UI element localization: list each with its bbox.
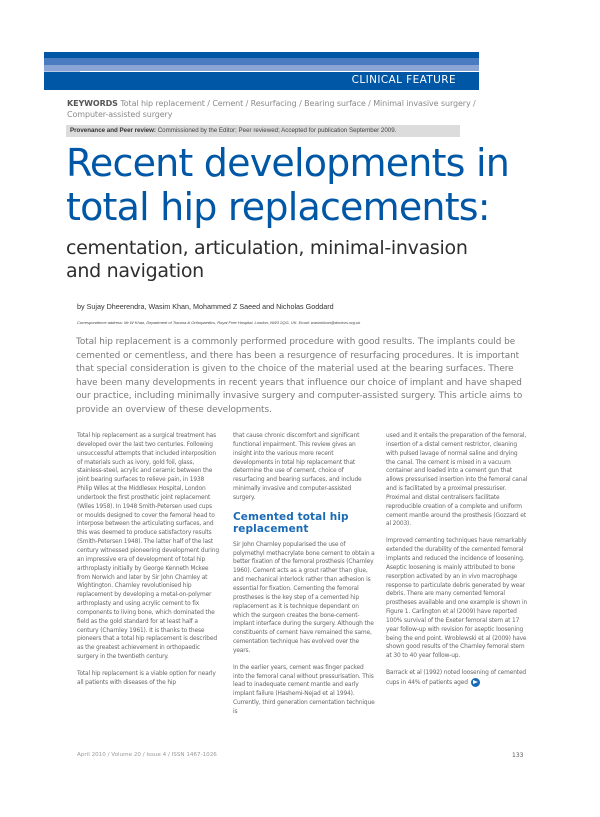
paragraph: used and it entails the preparation of the femoral, insertion of a distal cement restrictor, cleaning with pulsed lavage of normal saline and drying the canal. The cement is mixed in a vacuum container and loaded into a cement gun that allows pressurised insertion into the femoral canal and is facilitated by a proximal pressuriser. Proximal and distal centralisers facilitate reproducible creation of a complete and uniform cement mantle around the prosthesis (Gozzard et al 2003).	[386, 433, 528, 528]
paragraph: In the earlier years, cement was finger packed into the femoral canal without pressurisation. This lead to inadequate cement mantle and early implant failure (Hashemi-Nejad et al 1994). Currently, third generation cementation technique is	[233, 664, 375, 715]
paragraph: Total hip replacement is a viable option for nearly all patients with diseases of the hip	[77, 670, 216, 686]
title-line-2: total hip replacements:	[66, 185, 490, 229]
banner-stripe-mid	[44, 58, 479, 65]
section-label: CLINICAL FEATURE	[351, 74, 456, 86]
paragraph: Improved cementing techniques have remarkably extended the durability of the cemented femoral implants and reduced the incidence of loosening. Aseptic loosening is mainly attributed to bone resorption activated by an in vivo macrophage response to particulate debris generated by wear debris. There are many cemented femoral prostheses available and one example is shown in Figure 1. Carlington et al (2009) have reported 100% survival of the Exeter femoral stem at 17 year follow-up with revision for aseptic loosening being the end point. Wroblewski et al (2009) have shown good results of the Charnley femoral stem at 30 to 40 year follow-up.	[386, 538, 528, 660]
provenance-label: Provenance and Peer review:	[70, 127, 156, 134]
article-subtitle	[66, 237, 566, 283]
continue-arrow-icon	[471, 678, 480, 687]
paragraph: Total hip replacement as a surgical treatment has developed over the last two centuries. Following unsuccessful attempts that included interposition of materials such as ivory, gold foil, glass, stainless-steel, acrylic and ceramic between the joint bearing surfaces to relieve pain, in 1938 Philip Wiles at the Middlesex Hospital, London undertook the first prosthetic joint replacement (Wiles 1958). In 1948 Smith-Petersen used cups or moulds designed to cover the femoral head to interpose between the articulating surfaces, and this was deemed to produce satisfactory results (Smith-Petersen 1948). The latter half of the last century witnessed pioneering development during an impressive era of development of total hip arthroplasty initially by George Kenneth Mckee from Norwich and later by Sir John Charnley at Wightington. Charnley revolutionised hip replacement by developing a metal-on-polymer arthroplasty and using acrylic cement to fix components to living bone, which dominated the field as the gold standard for at least half a century (Charnley 1961). It is thanks to these pioneers that a total hip replacement is described as the greatest achievement in orthopaedic surgery in the twentieth century.	[77, 433, 219, 661]
paragraph: that cause chronic discomfort and significant functional impairment. This review gives an insight into the various more recent developments in total hip replacement that determine the use of cement, choice of resurfacing and bearing surfaces, and include minimally invasive and computer-assisted surgery.	[233, 433, 362, 501]
correspondence-address: Correspondence address: Mr W Khan, Department of Trauma & Orthopaedics, Royal Free Hospital, London, NW3 2QG, UK. Email: wasimkhan@doctors.org.uk	[77, 320, 361, 325]
body-column-2	[233, 432, 375, 725]
keywords	[67, 98, 487, 120]
subtitle-line-1: cementation, articulation, minimal-invasion	[66, 237, 468, 259]
section-banner	[44, 52, 479, 90]
body-column-1	[77, 432, 219, 696]
keywords-label: KEYWORDS	[67, 99, 118, 108]
paragraph-last	[386, 669, 528, 688]
paragraph: Sir John Charnley popularised the use of polymethyl methacrylate bone cement to obtain a better fixation of the femoral prosthesis (Charnley 1960). Cement acts as a grout rather than glue, and mechanical interlock rather than adhesion is essential for fixation. Cementing the femoral prostheses is the key step of a cemented hip replacement as it is technique dependant on which the surgeon creates the bone-cement-implant interface during the surgery. Although the constituents of cement have remained the same, cementation technique has evolved over the years.	[233, 541, 375, 654]
section-heading-cemented: Cemented total hip replacement	[233, 510, 349, 535]
body-column-3	[386, 432, 528, 696]
abstract: Total hip replacement is a commonly performed procedure with good results. The implants could be cemented or cementless, and there has been a resurgence of resurfacing procedures. It is important that special consideration is given to the choice of the material used at the bearing surfaces. There have been many developments in recent years that influence our choice of implant and have shaped our practice, including minimally invasive surgery and computer-assisted surgery. This article aims to provide an overview of these developments.	[76, 337, 523, 415]
subtitle-line-2: and navigation	[66, 260, 204, 282]
keywords-text: Total hip replacement / Cement / Resurfacing / Bearing surface / Minimal invasive surgery / Computer-assisted surgery	[67, 99, 476, 119]
footer-citation: April 2010 / Volume 20 / Issue 4 / ISSN 1467-1026	[77, 752, 217, 758]
author-byline: by Sujay Dheerendra, Wasim Khan, Mohammed Z Saeed and Nicholas Goddard	[77, 302, 334, 311]
provenance-box	[66, 125, 460, 137]
paragraph-text: Barrack et al (1992) noted loosening of cemented cups in 44% of patients aged	[386, 670, 527, 686]
article-title	[66, 141, 586, 229]
title-line-1: Recent developments in	[66, 141, 510, 185]
provenance-text: Commissioned by the Editor; Peer reviewed; Accepted for publication September 2009.	[157, 127, 397, 134]
page-number: 133	[512, 752, 524, 759]
